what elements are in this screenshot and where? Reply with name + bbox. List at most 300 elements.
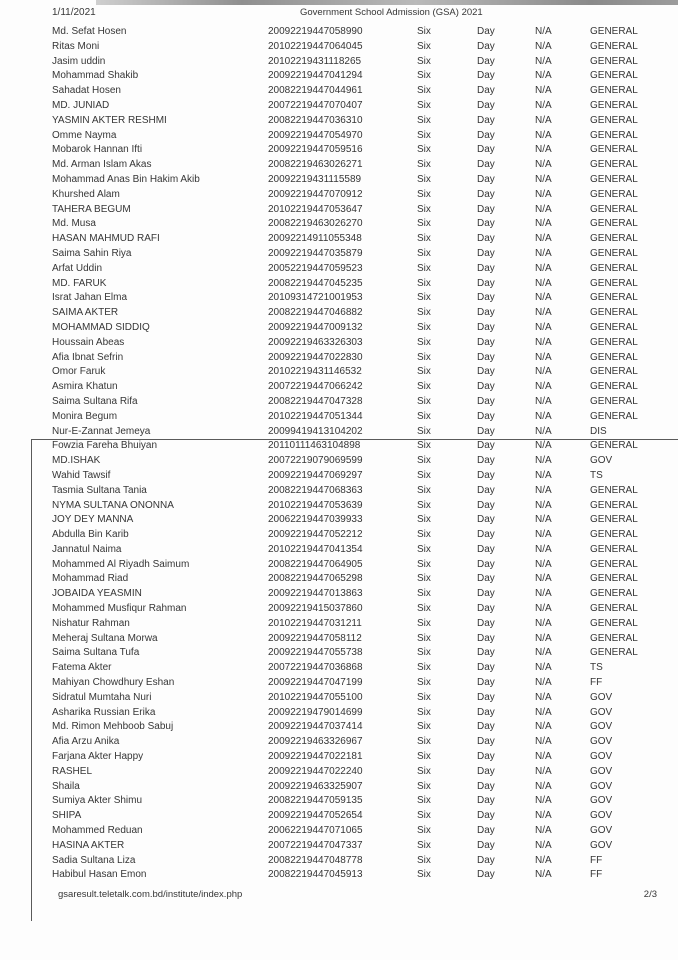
class-value: Six [417,795,431,807]
application-id: 20082219463026271 [268,159,363,171]
student-name: Wahid Tawsif [52,469,111,481]
application-id: 20102219447064045 [268,40,363,52]
table-row [0,336,678,351]
class-value: Six [417,425,431,437]
category-value: GENERAL [590,529,638,541]
table-row [0,188,678,203]
table-row [0,735,678,750]
student-name: Sahadat Hosen [52,85,121,97]
application-id: 20092219447047199 [268,677,363,689]
shift-value: Day [477,425,495,437]
table-row [0,676,678,691]
shift-value: Day [477,810,495,822]
quota-value: N/A [535,85,552,97]
student-name: Mohammed Reduan [52,825,143,837]
table-row [0,410,678,425]
table-row [0,69,678,84]
application-id: 20102219447055100 [268,691,363,703]
category-value: GOV [590,839,613,851]
application-id: 20102219431146532 [268,366,362,378]
table-row [0,572,678,587]
class-value: Six [417,751,431,763]
student-name: Sidratul Mumtaha Nuri [52,691,152,703]
application-id: 20109314721001953 [268,292,363,304]
class-value: Six [417,173,431,185]
category-value: TS [590,469,603,481]
category-value: GENERAL [590,292,638,304]
quota-value: N/A [535,603,552,615]
application-id: 20092219447054970 [268,129,363,141]
shift-value: Day [477,203,495,215]
class-value: Six [417,366,431,378]
category-value: GENERAL [590,395,638,407]
class-value: Six [417,632,431,644]
student-name: Arfat Uddin [52,262,103,274]
page-title: Government School Admission (GSA) 2021 [300,7,483,18]
shift-value: Day [477,85,495,97]
class-value: Six [417,114,431,126]
class-value: Six [417,440,431,452]
category-value: GENERAL [590,218,638,230]
table-row [0,617,678,632]
table-row [0,661,678,676]
shift-value: Day [477,825,495,837]
shift-value: Day [477,854,495,866]
category-value: GENERAL [590,247,638,259]
quota-value: N/A [535,854,552,866]
category-value: GENERAL [590,173,638,185]
shift-value: Day [477,395,495,407]
shift-value: Day [477,277,495,289]
shift-value: Day [477,706,495,718]
student-name: Md. Rimon Mehboob Sabuj [52,721,174,733]
student-name: Mahiyan Chowdhury Eshan [52,677,175,689]
shift-value: Day [477,558,495,570]
application-id: 20072219447070407 [268,99,363,111]
quota-value: N/A [535,26,552,37]
page-number: 2/3 [643,889,657,900]
shift-value: Day [477,55,495,67]
class-value: Six [417,410,431,422]
class-value: Six [417,188,431,200]
footer-url: gsaresult.teletalk.com.bd/institute/index.php [58,889,243,900]
class-value: Six [417,514,431,526]
quota-value: N/A [535,780,552,792]
category-value: GENERAL [590,26,638,37]
table-row [0,173,678,188]
application-id: 20062219447071065 [268,825,363,837]
shift-value: Day [477,765,495,777]
category-value: GOV [590,780,613,792]
class-value: Six [417,233,431,245]
class-value: Six [417,247,431,259]
application-id: 20092219447052212 [268,529,363,541]
table-row [0,558,678,573]
category-value: GOV [590,825,613,837]
student-name: Asmira Khatun [52,381,118,393]
application-id: 20092219447058112 [268,632,362,644]
quota-value: N/A [535,573,552,585]
shift-value: Day [477,499,495,511]
shift-value: Day [477,677,495,689]
class-value: Six [417,839,431,851]
class-value: Six [417,780,431,792]
quota-value: N/A [535,543,552,555]
quota-value: N/A [535,159,552,171]
quota-value: N/A [535,795,552,807]
class-value: Six [417,203,431,215]
table-row [0,114,678,129]
class-value: Six [417,85,431,97]
category-value: GOV [590,795,613,807]
quota-value: N/A [535,55,552,67]
application-id: 20092219447055738 [268,647,363,659]
student-name: Saima Sultana Rifa [52,395,138,407]
shift-value: Day [477,573,495,585]
quota-value: N/A [535,469,552,481]
quota-value: N/A [535,173,552,185]
student-name: Afia Arzu Anika [52,736,120,748]
shift-value: Day [477,529,495,541]
table-row [0,794,678,809]
quota-value: N/A [535,825,552,837]
student-name: JOY DEY MANNA [52,514,134,526]
student-name: Israt Jahan Elma [52,292,128,304]
class-value: Six [417,662,431,674]
quota-value: N/A [535,869,552,881]
table-row [0,158,678,173]
table-row [0,99,678,114]
application-id: 20092219447070912 [268,188,363,200]
scan-edge-artifact [96,0,678,5]
shift-value: Day [477,173,495,185]
application-id: 20092219479014699 [268,706,363,718]
class-value: Six [417,869,431,881]
table-row [0,854,678,869]
admission-list-table [0,25,678,883]
table-row [0,587,678,602]
category-value: GENERAL [590,262,638,274]
student-name: TAHERA BEGUM [52,203,131,215]
student-name: Mohammad Shakib [52,70,139,82]
category-value: GOV [590,736,613,748]
class-value: Six [417,603,431,615]
table-row [0,217,678,232]
application-id: 20092219463326303 [268,336,363,348]
category-value: GENERAL [590,144,638,156]
table-row [0,425,678,440]
shift-value: Day [477,736,495,748]
category-value: GENERAL [590,129,638,141]
class-value: Six [417,810,431,822]
student-name: YASMIN AKTER RESHMI [52,114,167,126]
table-row [0,839,678,854]
shift-value: Day [477,26,495,37]
application-id: 20102219447053647 [268,203,363,215]
category-value: FF [590,677,603,689]
shift-value: Day [477,233,495,245]
quota-value: N/A [535,736,552,748]
quota-value: N/A [535,647,552,659]
class-value: Six [417,736,431,748]
class-value: Six [417,26,431,37]
student-name: JOBAIDA YEASMIN [52,588,142,600]
category-value: GOV [590,721,613,733]
table-row [0,809,678,824]
application-id: 20102219431118265 [268,55,362,67]
table-row [0,84,678,99]
quota-value: N/A [535,292,552,304]
category-value: GENERAL [590,307,638,319]
application-id: 20072219079069599 [268,455,363,467]
quota-value: N/A [535,99,552,111]
category-value: DIS [590,425,607,437]
category-value: GENERAL [590,440,638,452]
table-row [0,720,678,735]
quota-value: N/A [535,632,552,644]
quota-value: N/A [535,810,552,822]
quota-value: N/A [535,114,552,126]
application-id: 20092219447022240 [268,765,363,777]
category-value: GENERAL [590,410,638,422]
application-id: 20092219447013863 [268,588,363,600]
table-row [0,765,678,780]
table-row [0,40,678,55]
table-row [0,632,678,647]
quota-value: N/A [535,410,552,422]
student-name: Omor Faruk [52,366,106,378]
quota-value: N/A [535,455,552,467]
shift-value: Day [477,262,495,274]
category-value: GENERAL [590,558,638,570]
student-name: Saima Sultana Tufa [52,647,140,659]
quota-value: N/A [535,440,552,452]
class-value: Six [417,70,431,82]
quota-value: N/A [535,677,552,689]
application-id: 20092219415037860 [268,603,363,615]
student-name: Nishatur Rahman [52,617,130,629]
table-row [0,499,678,514]
application-id: 20092219447059516 [268,144,363,156]
table-row [0,513,678,528]
class-value: Six [417,469,431,481]
category-value: GENERAL [590,203,638,215]
application-id: 20102219447053639 [268,499,363,511]
student-name: Fatema Akter [52,662,112,674]
shift-value: Day [477,292,495,304]
table-row [0,321,678,336]
student-name: Farjana Akter Happy [52,751,144,763]
application-id: 20082219447068363 [268,484,363,496]
student-name: Jannatul Naima [52,543,122,555]
shift-value: Day [477,410,495,422]
table-row [0,380,678,395]
application-id: 20092219447052654 [268,810,363,822]
student-name: Mohammad Anas Bin Hakim Akib [52,173,200,185]
category-value: GENERAL [590,514,638,526]
student-name: Saima Sahin Riya [52,247,132,259]
class-value: Six [417,321,431,333]
category-value: GENERAL [590,588,638,600]
quota-value: N/A [535,395,552,407]
category-value: GENERAL [590,321,638,333]
quota-value: N/A [535,765,552,777]
category-value: GENERAL [590,336,638,348]
table-row [0,439,678,454]
student-name: Afia Ibnat Sefrin [52,351,124,363]
shift-value: Day [477,321,495,333]
shift-value: Day [477,780,495,792]
category-value: GENERAL [590,543,638,555]
application-id: 20082219447045913 [268,869,363,881]
quota-value: N/A [535,233,552,245]
student-name: Asharika Russian Erika [52,706,156,718]
student-name: SAIMA AKTER [52,307,119,319]
application-id: 20082219447048778 [268,854,363,866]
student-name: Mohammed Musfiqur Rahman [52,603,187,615]
class-value: Six [417,573,431,585]
application-id: 20082219447045235 [268,277,363,289]
student-name: Nur-E-Zannat Jemeya [52,425,151,437]
quota-value: N/A [535,188,552,200]
application-id: 20072219447036868 [268,662,363,674]
table-row [0,868,678,883]
quota-value: N/A [535,366,552,378]
table-row [0,365,678,380]
table-row [0,543,678,558]
quota-value: N/A [535,321,552,333]
quota-value: N/A [535,514,552,526]
quota-value: N/A [535,588,552,600]
class-value: Six [417,854,431,866]
category-value: GOV [590,691,613,703]
quota-value: N/A [535,558,552,570]
student-name: Md. Musa [52,218,96,230]
application-id: 20072219447066242 [268,381,363,393]
class-value: Six [417,277,431,289]
table-row [0,129,678,144]
table-row [0,277,678,292]
shift-value: Day [477,662,495,674]
quota-value: N/A [535,307,552,319]
application-id: 20082219447046882 [268,307,363,319]
application-id: 20099419413104202 [268,425,363,437]
table-row [0,646,678,661]
student-name: Khurshed Alam [52,188,120,200]
student-name: Ritas Moni [52,40,100,52]
class-value: Six [417,647,431,659]
shift-value: Day [477,632,495,644]
student-name: Shaila [52,780,80,792]
application-id: 20082219447064905 [268,558,363,570]
category-value: GENERAL [590,85,638,97]
table-row [0,602,678,617]
table-row [0,262,678,277]
shift-value: Day [477,70,495,82]
table-row [0,306,678,321]
student-name: Mobarok Hannan Ifti [52,144,143,156]
table-row [0,706,678,721]
table-row [0,55,678,70]
class-value: Six [417,588,431,600]
student-name: Md. Arman Islam Akas [52,159,152,171]
table-row [0,750,678,765]
student-name: MD. JUNIAD [52,99,110,111]
quota-value: N/A [535,706,552,718]
table-row [0,484,678,499]
class-value: Six [417,218,431,230]
class-value: Six [417,40,431,52]
quota-value: N/A [535,247,552,259]
class-value: Six [417,558,431,570]
class-value: Six [417,706,431,718]
application-id: 20072219447047337 [268,839,363,851]
shift-value: Day [477,795,495,807]
quota-value: N/A [535,351,552,363]
class-value: Six [417,529,431,541]
category-value: GENERAL [590,99,638,111]
shift-value: Day [477,188,495,200]
application-id: 20092219447041294 [268,70,363,82]
student-name: MD.ISHAK [52,455,101,467]
shift-value: Day [477,455,495,467]
shift-value: Day [477,129,495,141]
student-name: Meheraj Sultana Morwa [52,632,158,644]
quota-value: N/A [535,203,552,215]
shift-value: Day [477,336,495,348]
class-value: Six [417,336,431,348]
quota-value: N/A [535,129,552,141]
quota-value: N/A [535,721,552,733]
class-value: Six [417,499,431,511]
shift-value: Day [477,514,495,526]
student-name: Tasmia Sultana Tania [52,484,147,496]
table-row [0,395,678,410]
quota-value: N/A [535,529,552,541]
shift-value: Day [477,691,495,703]
print-date: 1/11/2021 [52,7,96,18]
table-row [0,232,678,247]
student-name: Monira Begum [52,410,118,422]
table-row [0,247,678,262]
application-id: 20092219431115589 [268,173,362,185]
category-value: GENERAL [590,381,638,393]
class-value: Six [417,677,431,689]
shift-value: Day [477,484,495,496]
table-row [0,469,678,484]
student-name: RASHEL [52,765,93,777]
application-id: 20082219463026270 [268,218,363,230]
shift-value: Day [477,469,495,481]
application-id: 20052219447059523 [268,262,363,274]
class-value: Six [417,262,431,274]
application-id: 20082219447059135 [268,795,363,807]
quota-value: N/A [535,262,552,274]
application-id: 20092219447022830 [268,351,363,363]
table-row [0,25,678,40]
class-value: Six [417,129,431,141]
application-id: 20082219447047328 [268,395,363,407]
shift-value: Day [477,40,495,52]
shift-value: Day [477,721,495,733]
student-name: Fowzia Fareha Bhuiyan [52,440,158,452]
quota-value: N/A [535,691,552,703]
quota-value: N/A [535,662,552,674]
student-name: Houssain Abeas [52,336,125,348]
quota-value: N/A [535,144,552,156]
student-name: SHIPA [52,810,82,822]
quota-value: N/A [535,751,552,763]
